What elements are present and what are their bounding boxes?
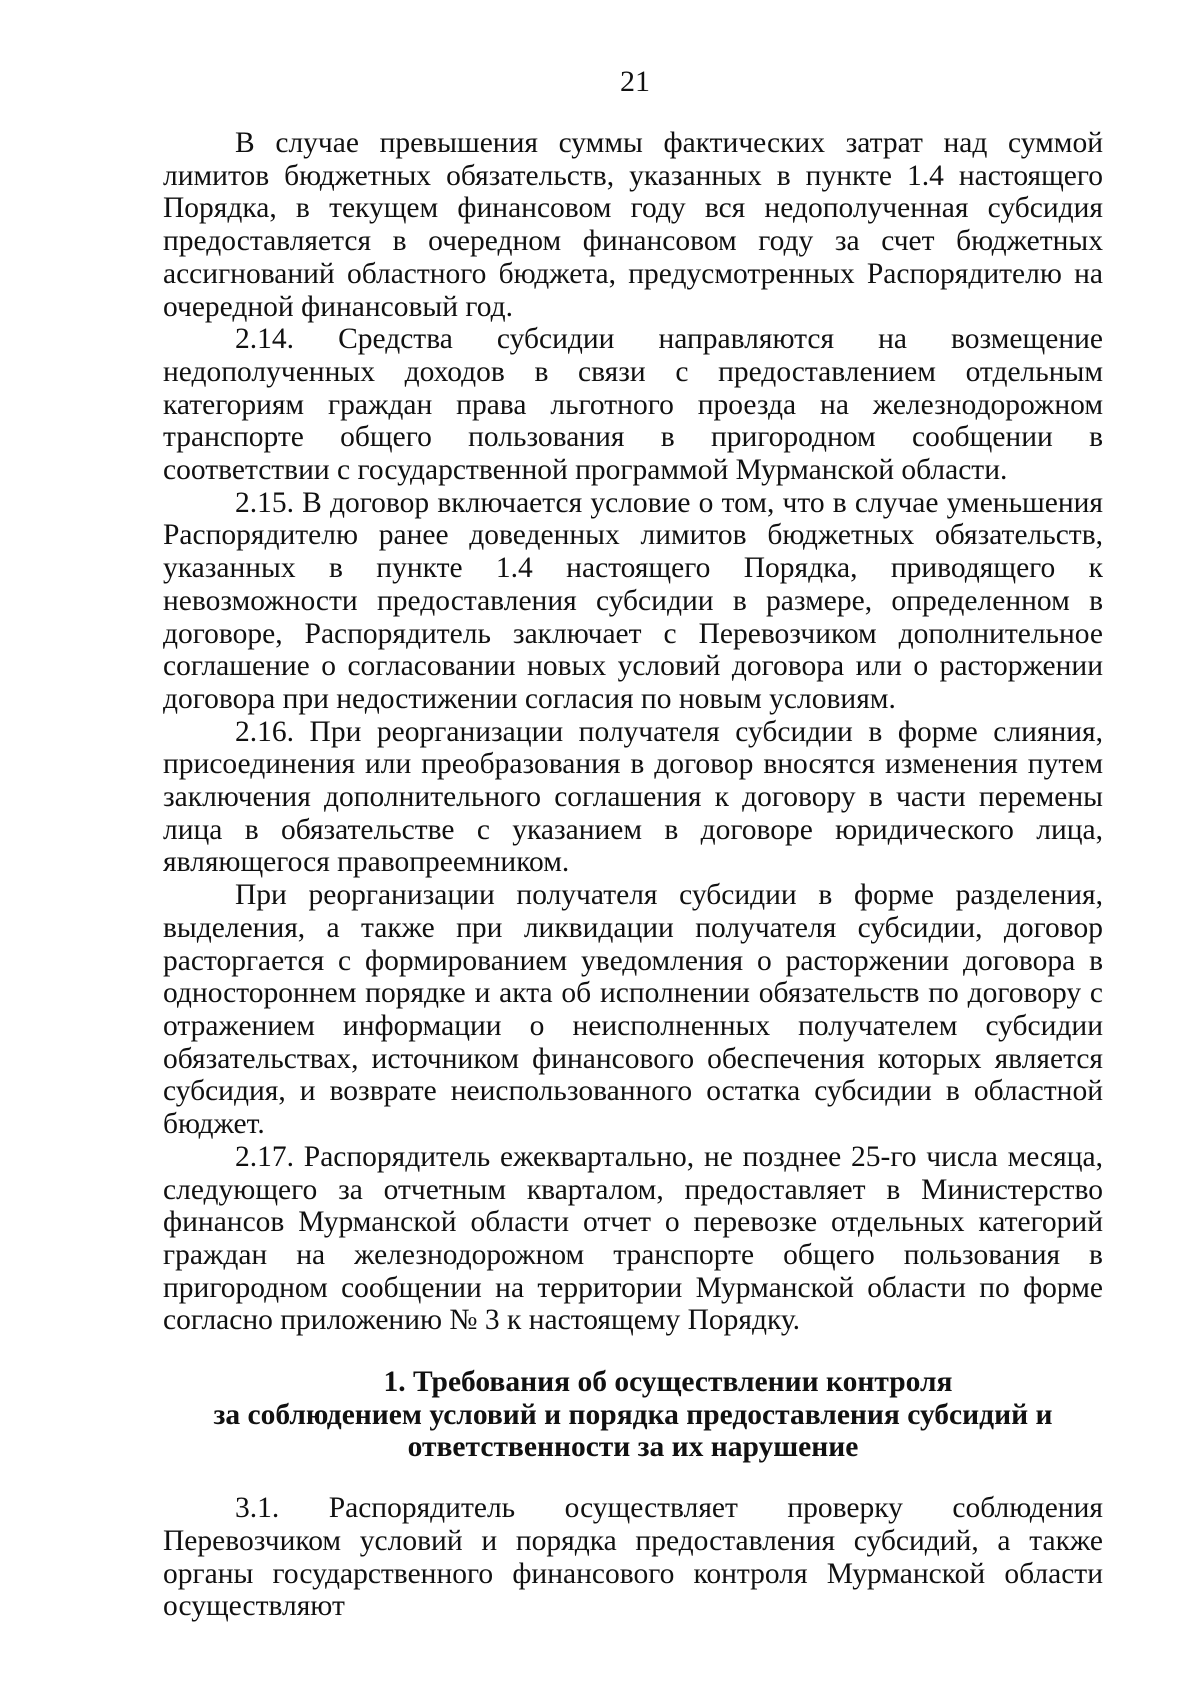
- paragraph-3-1: 3.1. Распорядитель осуществляет проверку соблюдения Перевозчиком условий и порядка предоставления субсидий, а также органы государственного финансового контроля Мурманской области осуществляют: [163, 1492, 1103, 1623]
- paragraph-budget-excess: В случае превышения суммы фактических затрат над суммой лимитов бюджетных обязательств, указанных в пункте 1.4 настоящего Порядка, в текущем финансовом году вся недополученная субсидия предоставляется в очередном финансовом году за счет бюджетных ассигнований областного бюджета, предусмотренных Распорядителю на очередной финансовый год.: [163, 127, 1103, 323]
- section-heading-line-1: 1. Требования об осуществлении контроля: [383, 1366, 953, 1399]
- paragraph-2-17: 2.17. Распорядитель ежеквартально, не позднее 25-го числа месяца, следующего за отчетным кварталом, предоставляет в Министерство финансов Мурманской области отчет о перевозке отдельных категорий граждан на железнодорожном транспорте общего пользования в пригородном сообщении на территории Мурманской области по форме согласно приложению № 3 к настоящему Порядку.: [163, 1140, 1103, 1337]
- document-body: [163, 127, 1103, 1623]
- paragraph-reorganization: При реорганизации получателя субсидии в форме разделения, выделения, а также при ликвидации получателя субсидии, договор расторгается с формированием уведомления о расторжении договора в одностороннем порядке и акта об исполнении обязательств по договору с отражением информации о неисполненных получателем субсидии обязательствах, источником финансового обеспечения которых является субсидия, и возврате неиспользованного остатка субсидии в областной бюджет.: [163, 879, 1103, 1141]
- section-heading-line-2: за соблюдением условий и порядка предоставления субсидий и: [213, 1398, 1053, 1431]
- page-number: 21: [620, 65, 650, 98]
- paragraph-2-15: 2.15. В договор включается условие о том, что в случае уменьшения Распорядителю ранее доведенных лимитов бюджетных обязательств, указанных в пункте 1.4 настоящего Порядка, приводящего к невозможности предоставления субсидии в размере, определенном в договоре, Распорядитель заключает с Перевозчиком дополнительное соглашение о согласовании новых условий договора или о расторжении договора при недостижении согласия по новым условиям.: [163, 486, 1103, 715]
- section-heading: [163, 1366, 1103, 1464]
- section-heading-line-3: ответственности за их нарушение: [407, 1431, 859, 1464]
- paragraph-2-14: 2.14. Средства субсидии направляются на возмещение недополученных доходов в связи с предоставлением отдельным категориям граждан права льготного проезда на железнодорожном транспорте общего пользования в пригородном сообщении в соответствии с государственной программой Мурманской области.: [163, 323, 1103, 487]
- paragraph-2-16: 2.16. При реорганизации получателя субсидии в форме слияния, присоединения или преобразования в договор вносятся изменения путем заключения дополнительного соглашения к договору в части перемены лица в обязательстве с указанием в договоре юридического лица, являющегося правопреемником.: [163, 715, 1103, 879]
